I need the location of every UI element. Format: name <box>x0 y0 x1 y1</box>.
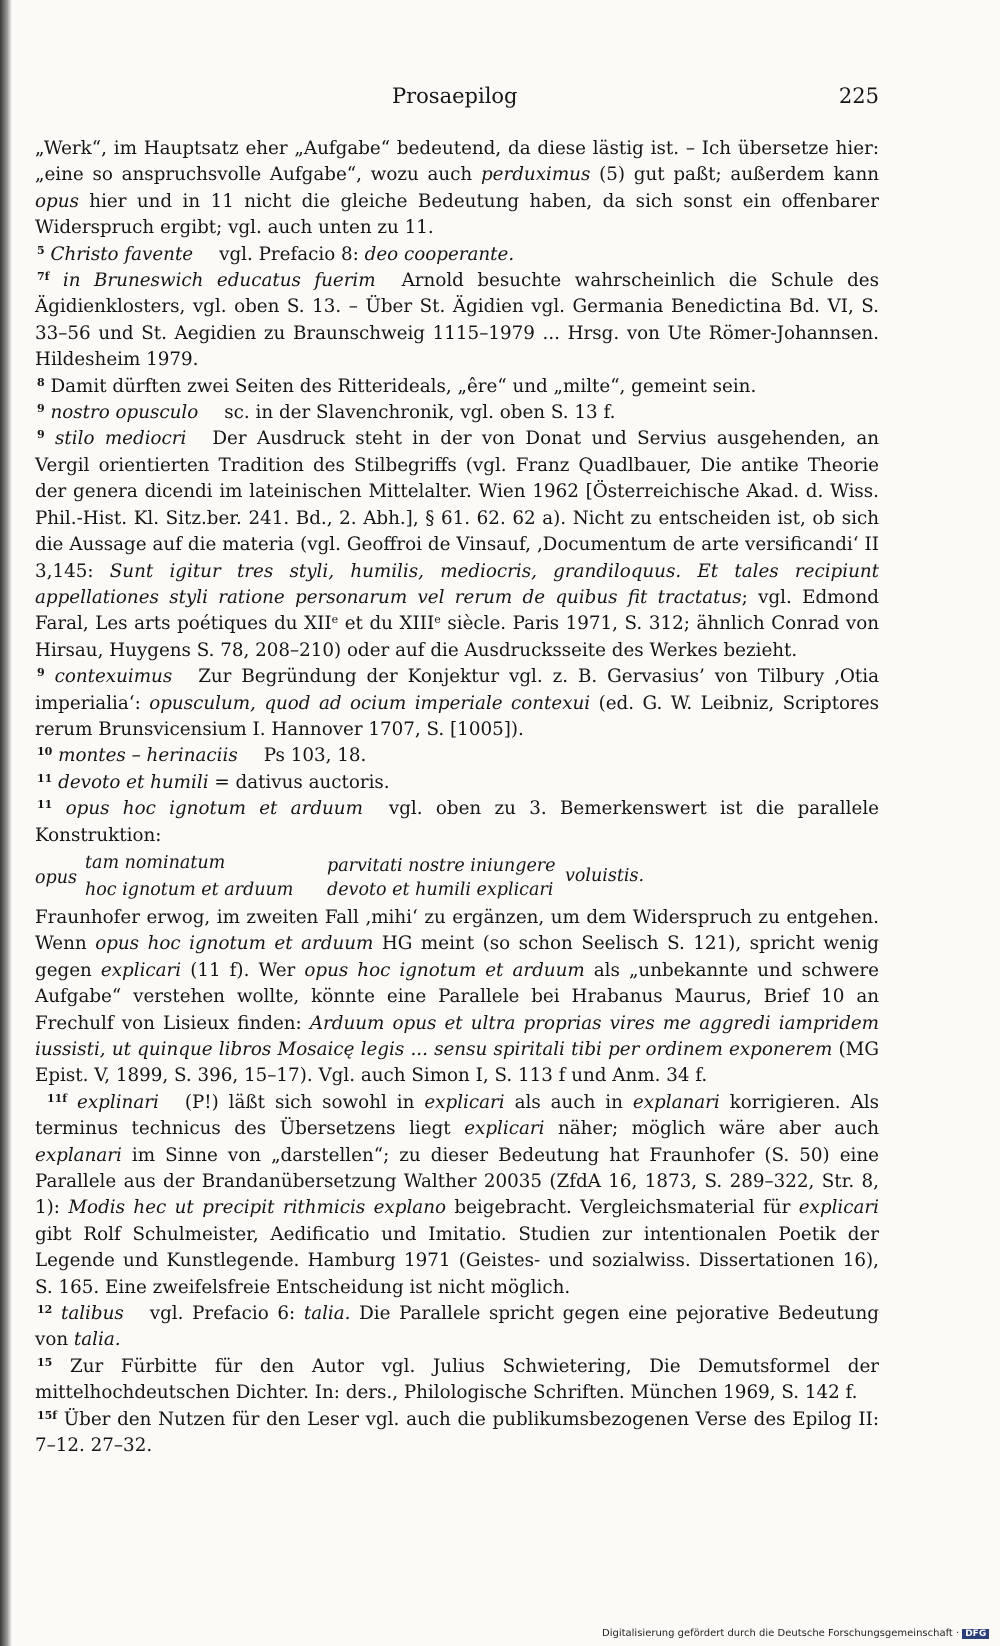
note-11f: $^{11f}$ explinari (P!) läßt sich sowohl in explicari als auch in explanari korrigieren. Als terminus technicus des Übersetzens liegt explicari näher; möglich wäre aber auch explanari im Sinne von „darstellen“; zu dieser Bedeutung hat Fraunhofer (S. 50) eine Parallele aus der Brandanübersetzung Walther 20035 (ZfdA 16, 1873, S. 289–322, Str. 8, 1): Modis hec ut precipit rithmicis explano beigebracht. Vergleichsmaterial für explicari gibt Rolf Schulmeister, Aedificatio und Imitatio. Studien zur intentionalen Poetik der Legende und Kunstlegende. Hamburg 1971 (Geistes- und sozialwiss. Dissertationen 16), S. 165. Eine zweifelsfreie Entscheidung ist nicht möglich. <box>35 1091 880 1298</box>
footnote-commentary <box>35 136 879 1460</box>
note-10: $^{10}$ montes – herinaciis Ps 103, 18. <box>37 745 367 767</box>
note-9-stilo: $^9$ stilo mediocri Der Ausdruck steht in der von Donat und Servius ausgehenden, an Vergil orientierten Tradition des Stilbegriffs (vgl. Franz Quadlbauer, Die antike Theorie der genera dicendi im lateinischen Mittelalter. Wien 1962 [Österreichische Akad. d. Wiss. Phil.-Hist. Kl. Sitz.ber. 241. Bd., 2. Abh.], § 61. 62. 62 a). Nicht zu entscheiden ist, ob sich die Aussage auf die materia (vgl. Geoffroi de Vinsauf, ‚Documentum de arte versificandi‘ II 3,145: Sunt igitur tres styli, humilis, mediocris, grandiloquus. Et tales recipiunt appellationes styli ratione personarum vel rerum de quibus fit tractatus; vgl. Edmond Faral, Les arts poétiques du XIIe et du XIIIe siècle. Paris 1971, S. 312; ähnlich Conrad von Hirsau, Huygens S. 78, 208–210) oder auf die Ausdrucksseite des Werkes bezieht. <box>35 428 879 661</box>
note-11-devoto: $^{11}$ devoto et humili = dativus auctoris. <box>37 771 390 793</box>
note-7f: $^{7f}$ in Bruneswich educatus fuerim Arnold besuchte wahrscheinlich die Schule des Ägidienklosters, vgl. oben S. 13. – Über St. Ägidien vgl. Germania Benedictina Bd. VI, S. 33–56 und St. Aegidien zu Braunschweig 1115–1979 ... Hrsg. von Ute Römer-Johannsen. Hildesheim 1979. <box>35 270 880 371</box>
paragraph-fraunhofer: Fraunhofer erwog, im zweiten Fall ‚mihi‘ zu ergänzen, um dem Widerspruch zu entgehen. Wenn opus hoc ignotum et arduum HG meint (so schon Seelisch S. 121), spricht wenig gegen explicari (11 f). Wer opus hoc ignotum et arduum als „unbekannte und schwere Aufgabe“ verstehen wollte, könnte eine Parallele bei Hrabanus Maurus, Brief 10 an Frechulf von Lisieux finden: Arduum opus et ultra proprias vires me aggredi iampridem iussisti, ut quinque libros Mosaicę legis ... sensu spiritali tibi per ordinem exponerem (MG Epist. V, 1899, S. 396, 15–17). Vgl. auch Simon I, S. 113 f und Anm. 34 f. <box>35 906 879 1087</box>
construction-verb: voluistis. <box>565 865 645 886</box>
digitization-footer <box>602 1628 989 1639</box>
note-9-opusculo: $^9$ nostro opusculo sc. in der Slavenchronik, vgl. oben S. 13 f. <box>37 402 616 424</box>
construction-row2-b: devoto et humili explicari <box>327 879 554 900</box>
scan-edge-shadow <box>0 0 12 1646</box>
construction-row1-b: parvitati nostre iniungere <box>327 855 556 876</box>
book-page <box>35 84 879 1460</box>
paragraph-continuation: „Werk“, im Hauptsatz eher „Aufgabe“ bedeutend, da diese lästig ist. – Ich übersetze hier: „eine so anspruchsvolle Aufgabe“, wozu auch perduximus (5) gut paßt; außerdem kann opus hier und in 11 nicht die gleiche Bedeutung haben, da sich sonst ein offenbarer Widerspruch ergibt; vgl. auch unten zu 11. <box>35 138 879 239</box>
page-header <box>35 84 879 120</box>
note-15f: $^{15f}$ Über den Nutzen für den Leser vgl. auch die publikumsbezogenen Verse des Epilog II: 7–12. 27–32. <box>35 1408 879 1457</box>
note-9-contexuimus: $^9$ contexuimus Zur Begründung der Konjektur vgl. z. B. Gervasius’ von Tilbury ‚Otia imperialia‘: opusculum, quod ad ocium imperiale contexui (ed. G. W. Leibniz, Scriptores rerum Brunsvicensium I. Hannover 1707, S. [1005]). <box>35 666 880 740</box>
running-title: Prosaepilog <box>392 84 518 108</box>
parallel-construction <box>35 849 879 905</box>
note-5: $^5$ Christo favente vgl. Prefacio 8: deo cooperante. <box>37 243 515 265</box>
dfg-logo: DFG <box>962 1629 989 1639</box>
note-8: $^8$ Damit dürften zwei Seiten des Ritterideals, „êre“ und „milte“, gemeint sein. <box>37 375 757 397</box>
note-11-opus: $^{11}$ opus hoc ignotum et arduum vgl. oben zu 3. Bemerkenswert ist die parallele Konstruktion: <box>35 798 879 846</box>
note-12: $^{12}$ talibus vgl. Prefacio 6: talia. Die Parallele spricht gegen eine pejorative Bedeutung von talia. <box>35 1303 880 1351</box>
footer-text: Digitalisierung gefördert durch die Deutsche Forschungsgemeinschaft · <box>602 1628 960 1639</box>
construction-row2-a: hoc ignotum et arduum <box>85 879 294 900</box>
page-number: 225 <box>838 84 879 108</box>
construction-row1-a: tam nominatum <box>85 852 226 873</box>
construction-opus: opus <box>35 867 77 888</box>
note-15: $^{15}$ Zur Fürbitte für den Autor vgl. Julius Schwietering, Die Demutsformel der mittelhochdeutschen Dichter. In: ders., Philologische Schriften. München 1969, S. 142 f. <box>35 1355 879 1404</box>
